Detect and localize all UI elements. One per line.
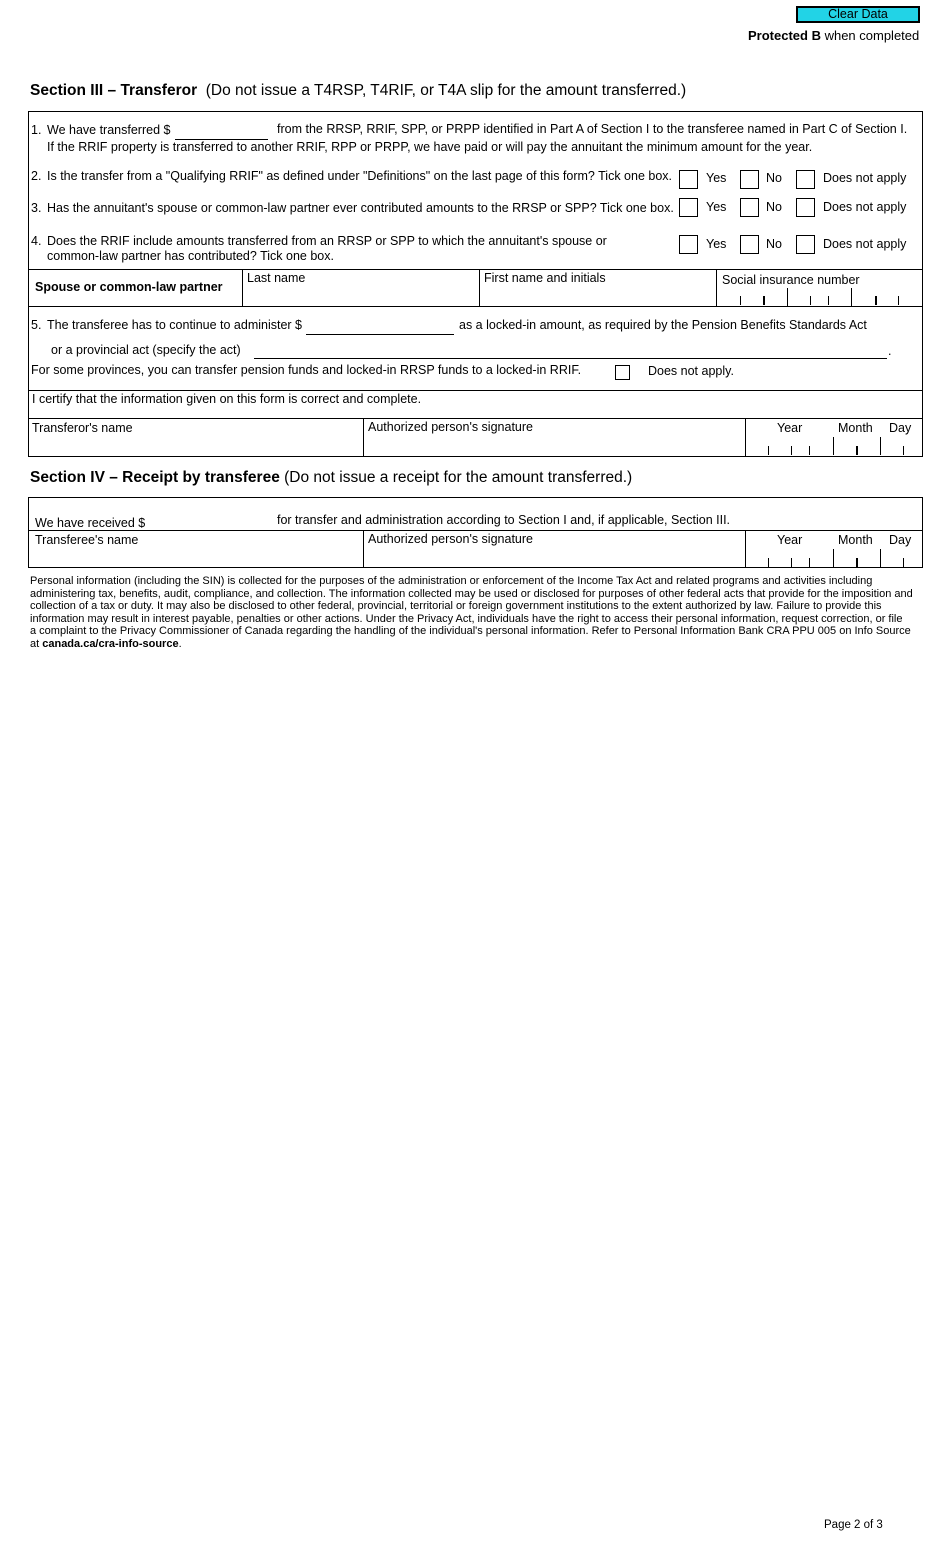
privacy-line: information may result in interest payable, penalties or other actions. Under the Privacy Act, individuals have the right to access their personal information, request correction, or file	[30, 612, 903, 625]
divider	[242, 269, 243, 306]
privacy-line: Personal information (including the SIN) is collected for the purposes of the administration or enforcement of the Income Tax Act and related programs and activities including	[30, 575, 873, 587]
date-tick	[903, 558, 904, 567]
q4-text-b: common-law partner has contributed? Tick one box.	[47, 249, 334, 263]
month-label: Month	[838, 421, 873, 435]
auth-sig-label: Authorized person's signature	[368, 420, 533, 434]
protected-b-bold: Protected B	[748, 28, 821, 43]
sin-tick	[740, 296, 741, 305]
q5-text-c: or a provincial act (specify the act)	[51, 343, 241, 357]
q2-yes-label: Yes	[706, 171, 727, 185]
q2-no-checkbox[interactable]	[740, 170, 759, 189]
date-tick	[833, 549, 834, 567]
sin-label: Social insurance number	[722, 273, 860, 287]
date-tick	[903, 446, 904, 455]
q1-amount-field[interactable]	[175, 123, 268, 140]
q1-text-a: We have transferred $	[47, 123, 171, 137]
privacy-end: .	[178, 637, 182, 650]
transferee-name-label: Transferee's name	[35, 533, 139, 547]
q3-number: 3.	[31, 201, 42, 215]
received-text: for transfer and administration according to Section I and, if applicable, Section III.	[277, 513, 731, 527]
q4-text-a: Does the RRIF include amounts transferred from an RRSP or SPP to which the annuitant's spouse or	[47, 234, 607, 248]
section3-title	[30, 82, 686, 100]
divider	[28, 418, 923, 419]
privacy-line: collection of a tax or duty. It may also be disclosed to other federal, provincial, territorial or foreign government institutions to the extent authorized by law. Failure to provide this	[30, 600, 882, 613]
q4-no-label: No	[766, 237, 782, 251]
provinces-text: For some provinces, you can transfer pension funds and locked-in RRSP funds to a locked-in RRIF.	[31, 363, 582, 377]
q5-amount-field[interactable]	[306, 318, 454, 335]
q5-dna-checkbox[interactable]	[615, 365, 630, 380]
privacy-line	[30, 638, 920, 651]
q3-text: Has the annuitant's spouse or common-law partner ever contributed amounts to the RRSP or SPP? Tick one box.	[47, 201, 674, 215]
received-label: We have received $	[35, 516, 146, 530]
q4-number: 4.	[31, 234, 42, 248]
section3-title-note: (Do not issue a T4RSP, T4RIF, or T4A slip for the amount transferred.)	[205, 82, 687, 99]
q1-text-b: from the RRSP, RRIF, SPP, or PRPP identified in Part A of Section I to the transferee named in Part C of Section I.	[277, 122, 908, 136]
q2-dna-checkbox[interactable]	[796, 170, 815, 189]
date-tick	[880, 437, 881, 455]
q1-number: 1.	[31, 123, 42, 137]
day-label: Day	[889, 421, 912, 435]
protected-b-rest: when completed	[820, 28, 920, 43]
date-tick	[880, 549, 881, 567]
privacy-notice	[30, 575, 920, 651]
transferor-name-label: Transferor's name	[32, 421, 133, 435]
section4-title-note: (Do not issue a receipt for the amount transferred.)	[284, 469, 633, 486]
date-tick	[768, 558, 769, 567]
date-tick	[768, 446, 769, 455]
q4-dna-label: Does not apply	[823, 237, 907, 251]
month-label-2: Month	[838, 533, 873, 547]
last-name-label: Last name	[247, 271, 306, 285]
section3-title-bold: Section III – Transferor	[30, 82, 198, 99]
divider	[745, 530, 746, 567]
divider	[28, 390, 923, 391]
q4-no-checkbox[interactable]	[740, 235, 759, 254]
divider	[479, 269, 480, 306]
provincial-act-field[interactable]	[254, 342, 887, 359]
privacy-line: administering tax, benefits, audit, compliance, and collection. The information collected may be used or disclosed for purposes of other federal acts that provide for the imposition and	[30, 587, 913, 600]
q3-dna-label: Does not apply	[823, 200, 907, 214]
date-tick	[809, 446, 810, 455]
q2-no-label: No	[766, 171, 782, 185]
privacy-line: a complaint to the Privacy Commissioner of Canada regarding the handling of the individual's personal information. Refer to Personal Information Bank CRA PPU 005 on Info Source	[30, 625, 911, 638]
divider	[716, 269, 717, 306]
sin-tick	[851, 288, 852, 306]
page-number: Page 2 of 3	[824, 1519, 883, 1531]
divider	[28, 306, 923, 307]
sin-tick	[875, 296, 877, 305]
section4-title-bold: Section IV – Receipt by transferee	[30, 469, 280, 486]
q4-yes-checkbox[interactable]	[679, 235, 698, 254]
q5-period: .	[888, 344, 892, 358]
year-label-2: Year	[777, 533, 803, 547]
q1-text-c: If the RRIF property is transferred to another RRIF, RPP or PRPP, we have paid or will pay the annuitant the minimum amount for the year.	[47, 140, 813, 154]
sin-tick	[810, 296, 811, 305]
date-tick	[791, 558, 792, 567]
q2-dna-label: Does not apply	[823, 171, 907, 185]
q3-dna-checkbox[interactable]	[796, 198, 815, 217]
privacy-at: at	[30, 637, 43, 650]
year-label: Year	[777, 421, 803, 435]
q2-number: 2.	[31, 169, 42, 183]
protected-b-label	[748, 28, 919, 43]
day-label-2: Day	[889, 533, 912, 547]
q5-text-b: as a locked-in amount, as required by the Pension Benefits Standards Act	[459, 318, 867, 332]
q3-no-checkbox[interactable]	[740, 198, 759, 217]
spouse-label: Spouse or common-law partner	[35, 280, 223, 294]
divider	[28, 530, 923, 531]
q4-yes-label: Yes	[706, 237, 727, 251]
divider	[745, 418, 746, 456]
certify-text: I certify that the information given on this form is correct and complete.	[32, 392, 422, 406]
q3-yes-checkbox[interactable]	[679, 198, 698, 217]
q3-yes-label: Yes	[706, 200, 727, 214]
q2-text: Is the transfer from a "Qualifying RRIF" as defined under "Definitions" on the last page of this form? Tick one box.	[47, 169, 672, 183]
q5-text-a: The transferee has to continue to administer $	[47, 318, 303, 332]
first-name-label: First name and initials	[484, 271, 606, 285]
sin-tick	[763, 296, 765, 305]
q4-dna-checkbox[interactable]	[796, 235, 815, 254]
sin-tick	[787, 288, 788, 306]
divider	[363, 530, 364, 567]
sin-tick	[898, 296, 899, 305]
date-tick	[833, 437, 834, 455]
info-source-link[interactable]: canada.ca/cra-info-source	[42, 637, 179, 650]
section4-title	[30, 469, 632, 487]
date-tick	[856, 446, 858, 455]
date-tick	[856, 558, 858, 567]
clear-data-button[interactable]: Clear Data	[796, 6, 920, 23]
q3-no-label: No	[766, 200, 782, 214]
q2-yes-checkbox[interactable]	[679, 170, 698, 189]
date-tick	[791, 446, 792, 455]
divider	[28, 269, 923, 270]
date-tick	[809, 558, 810, 567]
divider	[363, 418, 364, 456]
q5-number: 5.	[31, 318, 42, 332]
q5-dna-label: Does not apply.	[648, 364, 734, 378]
auth-sig-label-2: Authorized person's signature	[368, 532, 533, 546]
sin-tick	[828, 296, 829, 305]
